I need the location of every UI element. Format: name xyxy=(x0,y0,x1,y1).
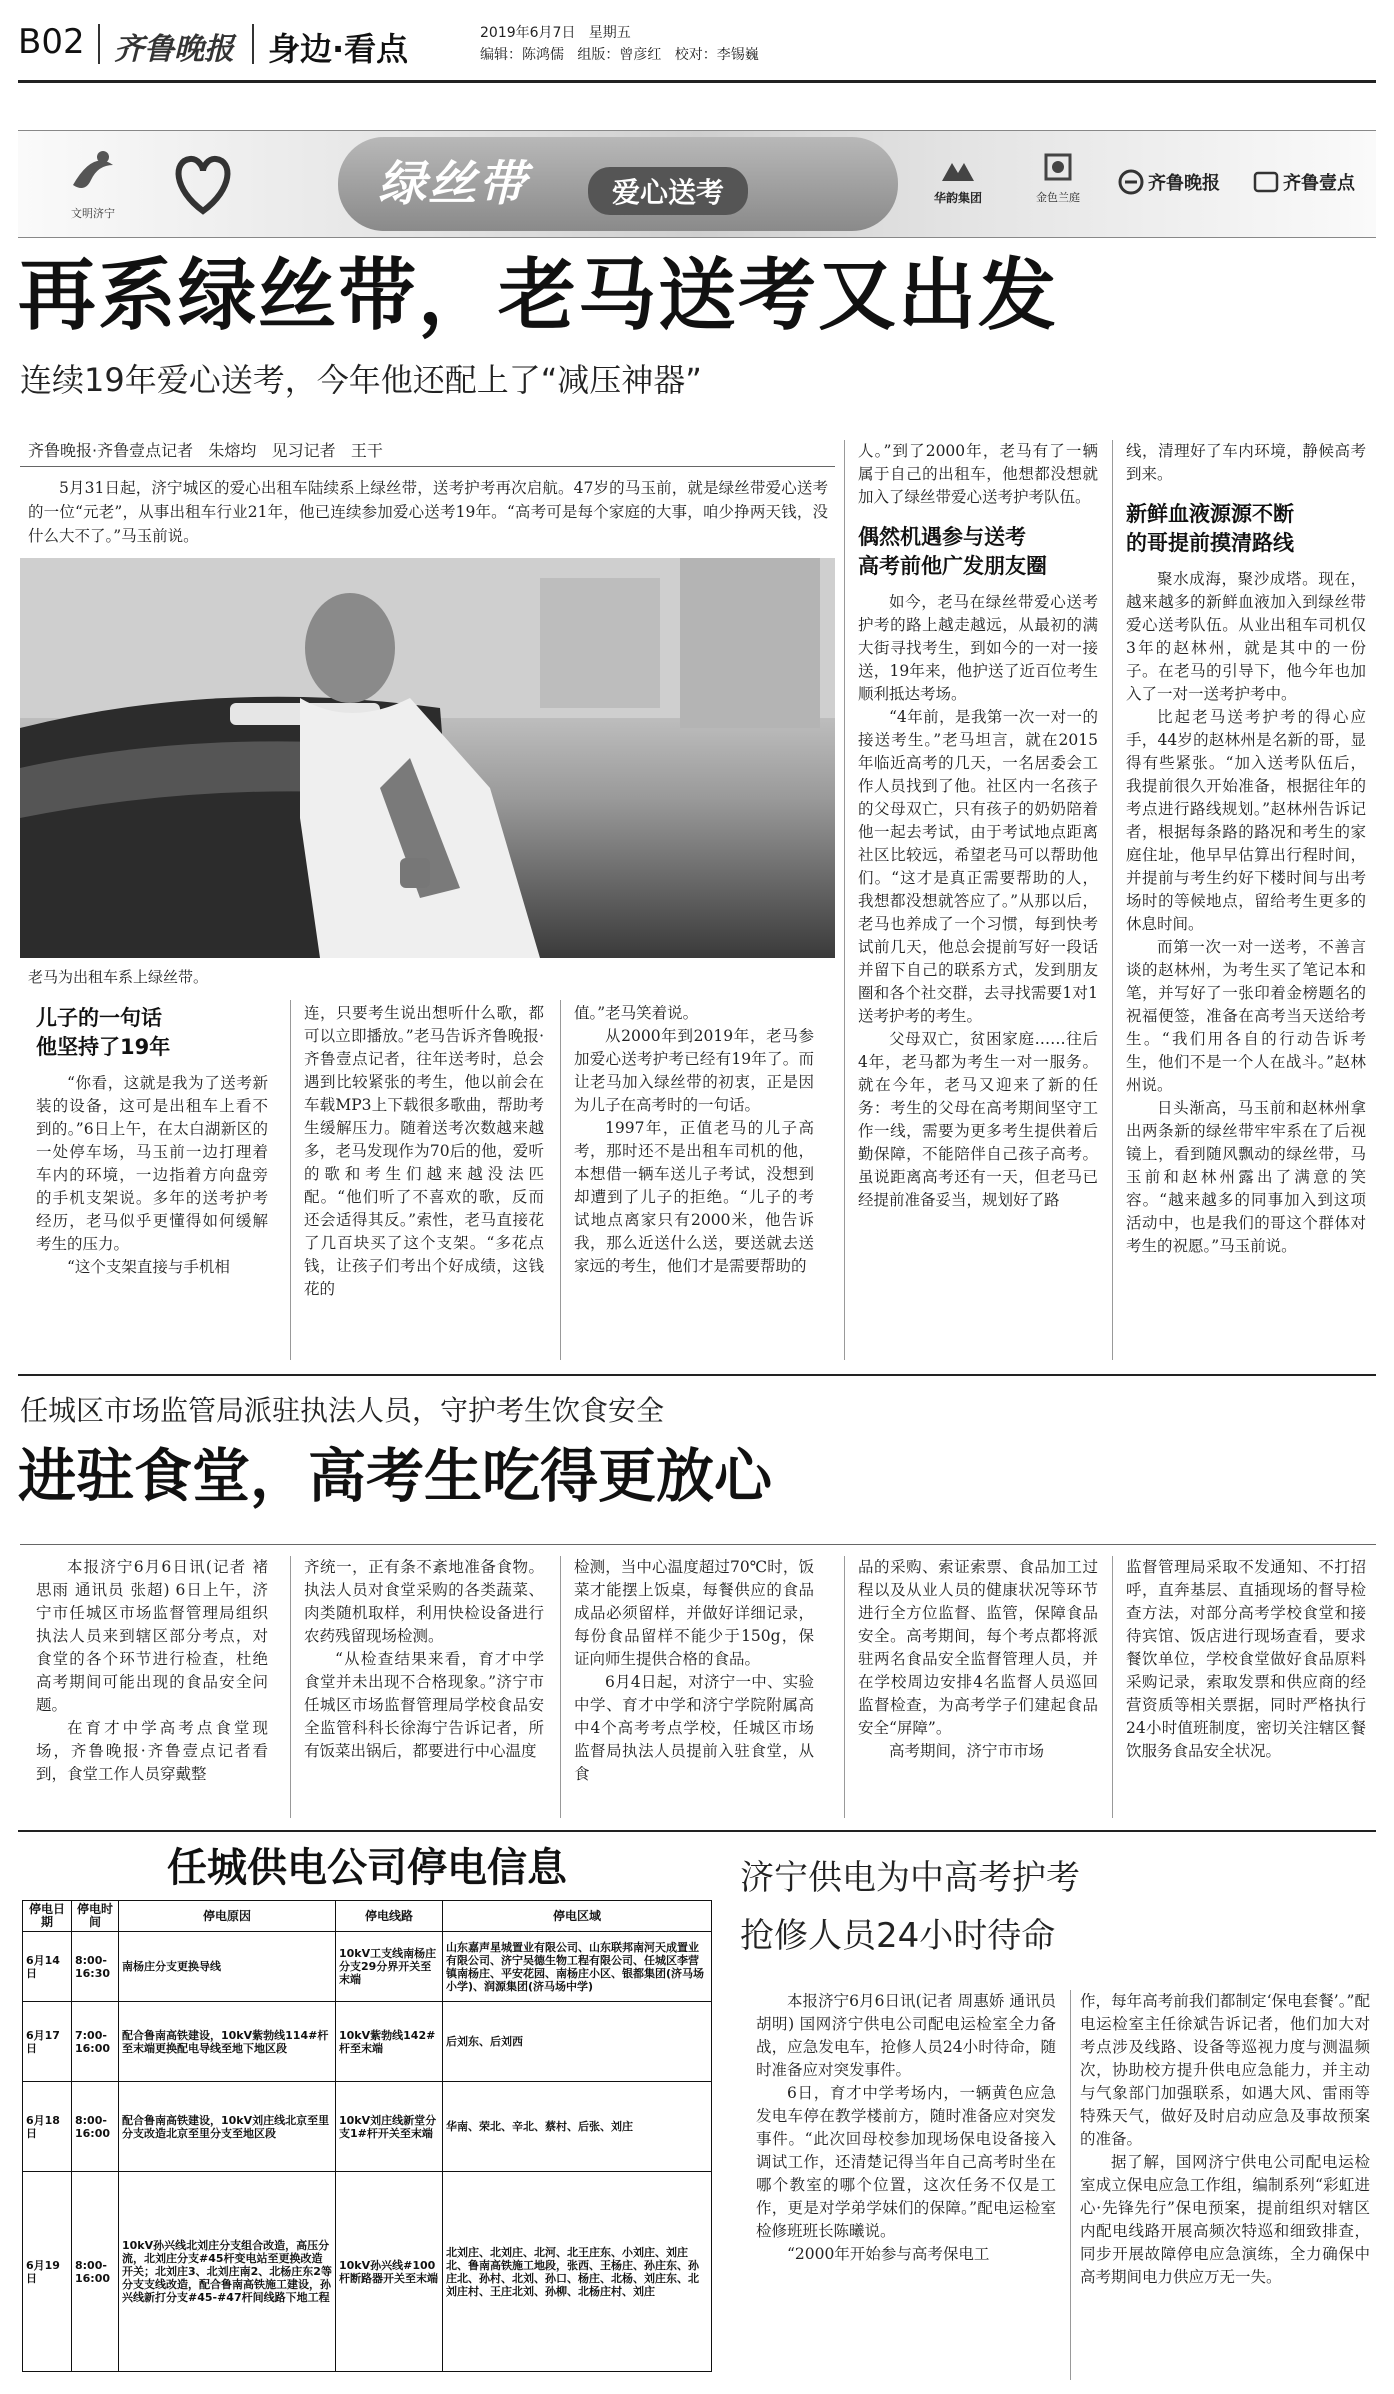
col-divider xyxy=(560,1556,561,1818)
col-divider xyxy=(1112,1556,1113,1818)
table-cell-line: 10kV工支线南杨庄分支29分界开关至末端 xyxy=(336,1932,443,2002)
col-divider xyxy=(844,1556,845,1818)
story1-subhead-1: 儿子的一句话 他坚持了19年 xyxy=(36,1006,171,1059)
story2-col5-p1: 监督管理局采取不发通知、不打招呼，直奔基层、直插现场的督导检查方法，对部分高考学校食堂和接待宾馆、饭店进行现场查看，要求餐饮单位，学校食堂做好食品原料采购记录，索取发票和供应商的经营资质等相关票据，同时严格执行24小时值班制度，密切关注辖区餐饮服务食品安全状况。 xyxy=(1126,1558,1366,1760)
story1-col5-p5: 日头渐高，马玉前和赵林州拿出两条新的绿丝带牢牢系在了后视镜上，看到随风飘动的绿丝带，马玉前和赵林州露出了满意的笑容。“越来越多的同事加入到这项活动中，也是我们的哥这个群体对考生的祝愿。”马玉前说。 xyxy=(1126,1099,1366,1255)
civilization-logo-text: 文明济宁 xyxy=(71,207,115,220)
table-header-cell: 停电线路 xyxy=(336,1901,443,1932)
story2-column-1 xyxy=(36,1556,268,1786)
outage-title: 任城供电公司停电信息 xyxy=(167,1845,567,1891)
story2-headline: 进驻食堂，高考生吃得更放心 xyxy=(18,1442,773,1510)
table-header-cell: 停电时间 xyxy=(72,1901,119,1932)
col-divider xyxy=(560,1000,561,1360)
story1-col4-p1: 人。”到了2000年，老马有了一辆属于自己的出租车，他想都没想就加入了绿丝带爱心送考护考队伍。 xyxy=(858,442,1098,506)
table-cell-line: 10kV刘庄线新堂分支1#杆开关至末端 xyxy=(336,2082,443,2172)
story1-photo-caption: 老马为出租车系上绿丝带。 xyxy=(28,968,209,986)
story1-column-5 xyxy=(1126,440,1366,1258)
banner-center-plaque xyxy=(338,137,898,231)
sponsor-qilu-yidian-logo xyxy=(1253,169,1355,195)
table-cell-area: 后刘东、后刘西 xyxy=(443,2002,712,2082)
col-divider xyxy=(1070,1990,1071,2380)
heart-ribbon-icon xyxy=(168,149,238,223)
green-ribbon-banner xyxy=(18,130,1376,238)
story3-headline-1: 济宁供电为中高考护考 xyxy=(740,1858,1080,1898)
sponsor-qilu-evening-logo xyxy=(1118,169,1220,195)
civilization-logo xyxy=(38,145,148,225)
banner-title-2: 爱心送考 xyxy=(588,167,748,215)
date-line: 2019年6月7日 星期五 xyxy=(480,25,631,41)
story3-col1-p3: “2000年开始参与高考保电工 xyxy=(787,2245,990,2263)
story1-col5-p3: 比起老马送考护考的得心应手，44岁的赵林州是名新的哥，显得有些紧张。“加入送考队伍后，我提前很久开始准备，根据往年的考点进行路线规划。”赵林州告诉记者，根据每条路的路况和考生的家庭住址，他早早估算出行程时间，并提前与考生约好下楼时间与出考场时的等候地点，留给考生更多的休息时间。 xyxy=(1126,708,1366,933)
table-cell-reason: 10kV孙兴线北刘庄分支组合改造，高压分流，北刘庄分支#45杆变电站至更换改造开关；北刘庄3、北刘庄南2、北杨庄东2等分支支线改造，配合鲁南高铁施工建设，孙兴线新打分支#45-#47杆间线路下地工程 xyxy=(119,2172,336,2372)
col-divider xyxy=(844,440,845,1360)
story3-col1-p1: 本报济宁6月6日讯(记者 周惠娇 通讯员 胡明) 国网济宁供电公司配电运检室全力备战，应急发电车，抢修人员24小时待命，随时准备应对突发事件。 xyxy=(756,1992,1056,2079)
story2-column-4 xyxy=(858,1556,1098,1763)
table-cell-area: 北刘庄、北刘庄、北河、北王庄东、小刘庄、刘庄北、鲁南高铁施工地段，张西、王杨庄、孙庄东、孙庄北、孙村、北刘、孙口、杨庄、北杨、刘庄东、北刘庄村、王庄北刘、孙柳、北杨庄村、刘庄 xyxy=(443,2172,712,2372)
story1-subhead-3: 新鲜血液源源不断 的哥提前摸清路线 xyxy=(1126,502,1294,555)
page-code: B02 xyxy=(18,22,85,62)
sponsor-qilu-evening-text: 齐鲁晚报 xyxy=(1148,173,1220,194)
story2-column-2 xyxy=(304,1556,544,1763)
story1-col4-p3: “4年前，是我第一次一对一的接送考生。”老马坦言，就在2015年临近高考的几天，一名居委会工作人员找到了他。社区内一名孩子的父母双亡，只有孩子的奶奶陪着他一起去考试，由于考试地点距离社区比较远，希望老马可以帮助他们。“这才是真正需要帮助的人，我想都没想就答应了。”从那以后，老马也养成了一个习惯，每到快考试前几天，他总会提前写好一段话并留下自己的联系方式，发到朋友圈和各个社交群，去寻找需要1对1送考护考的考生。 xyxy=(858,708,1098,1025)
story2-col2-p1: 齐统一，正有条不紊地准备食物。执法人员对食堂采购的各类蔬菜、肉类随机取样，利用快检设备进行农药残留现场检测。 xyxy=(304,1558,544,1645)
table-header-cell: 停电日期 xyxy=(23,1901,72,1932)
story2-kicker: 任城区市场监管局派驻执法人员，守护考生饮食安全 xyxy=(20,1394,665,1427)
section-rule xyxy=(18,1830,1376,1832)
story1-col4-p4: 父母双亡，贫困家庭……往后4年，老马都为考生一对一服务。就在今年，老马又迎来了新的任务：考生的父母在高考期间坚守工作一线，需要为更多考生提供着后勤保障，不能陪伴自己孩子高考。虽说距离高考还有一天，但老马已经提前准备妥当，规划好了路 xyxy=(858,1030,1098,1209)
story1-subhead-2: 偶然机遇参与送考 高考前他广发朋友圈 xyxy=(858,525,1047,578)
table-cell-time: 8:00-16:00 xyxy=(72,2172,119,2372)
table-row xyxy=(23,2172,712,2372)
story3-col2-p1: 作，每年高考前我们都制定‘保电套餐’。”配电运检室主任徐斌告诉记者，他们加大对考点涉及线路、设备等巡视力度与测温频次，协助校方提升供电应急能力，并主动与气象部门加强联系，如遇大风、雷雨等特殊天气，做好及时启动应急及事故预案的准备。 xyxy=(1080,1992,1370,2148)
story1-byline: 齐鲁晚报·齐鲁壹点记者 朱熔均 见习记者 王干 xyxy=(28,441,383,460)
story1-col3-p3: 1997年，正值老马的儿子高考，那时还不是出租车司机的他，本想借一辆车送儿子考试，没想到却遭到了儿子的拒绝。“儿子的考试地点离家只有2000米，他告诉我，那么近送什么送，要送就去送家远的考生，他们才是需要帮助的 xyxy=(574,1119,814,1275)
col-divider xyxy=(1112,440,1113,1360)
credit-line: 编辑：陈鸿儒 组版：曾彦红 校对：李锡巍 xyxy=(480,47,759,63)
table-cell-date: 6月19日 xyxy=(23,2172,72,2372)
section-rule xyxy=(18,1374,1376,1376)
qilu-yidian-icon xyxy=(1253,169,1279,195)
story3-column-2 xyxy=(1080,1990,1370,2289)
story1-col1-p2: “这个支架直接与手机相 xyxy=(67,1258,230,1276)
masthead xyxy=(0,0,1394,80)
table-cell-line: 10kV紫勃线142#杆至末端 xyxy=(336,2002,443,2082)
table-cell-line: 10kV孙兴线#100杆断路器开关至末端 xyxy=(336,2172,443,2372)
story1-col5-p1: 线，清理好了车内环境，静候高考到来。 xyxy=(1126,442,1366,483)
story2-col1-p1: 本报济宁6月6日讯(记者 褚思雨 通讯员 张超) 6日上午，济宁市任城区市场监督管理局组织执法人员来到辖区部分考点，对食堂的各个环节进行检查，杜绝高考期间可能出现的食品安全问题。 xyxy=(36,1558,268,1714)
table-cell-reason: 配合鲁南高铁建设，10kV刘庄线北京至里分支改造北京至里分支至地区段 xyxy=(119,2082,336,2172)
story1-col4-p2: 如今，老马在绿丝带爱心送考护考的路上越走越远，从最初的满大街寻找考生，到如今的一对一接送，19年来，他护送了近百位考生顺利抵达考场。 xyxy=(858,593,1098,703)
sponsor-huayun-logo xyxy=(918,159,998,206)
table-row xyxy=(23,2002,712,2082)
table-header-cell: 停电区域 xyxy=(443,1901,712,1932)
table-cell-date: 6月18日 xyxy=(23,2082,72,2172)
story2-column-3 xyxy=(574,1556,814,1786)
story1-byline-rule xyxy=(20,466,835,467)
section-title: 身边·看点 xyxy=(268,30,409,68)
table-header-row xyxy=(23,1901,712,1932)
story1-column-1 xyxy=(36,1000,268,1279)
story3-col1-p2: 6日，育才中学考场内，一辆黄色应急发电车停在教学楼前方，随时准备应对突发事件。“此次回母校参加现场保电设备接入调试工作，还清楚记得当年自己高考时坐在哪个教室的哪个位置，这次任务不仅是工作，更是对学弟学妹们的保障。”配电运检室检修班班长陈曦说。 xyxy=(756,2084,1056,2240)
table-header-cell: 停电原因 xyxy=(119,1901,336,1932)
story1-headline: 再系绿丝带，老马送考又出发 xyxy=(18,251,1059,341)
table-cell-time: 8:00-16:00 xyxy=(72,2082,119,2172)
story1-col2-p1: 连，只要考生说出想听什么歌，都可以立即播放。”老马告诉齐鲁晚报·齐鲁壹点记者，往年送考时，总会遇到比较紧张的考生，他以前会在车载MP3上下载很多歌曲，帮助考生缓解压力。随着送考次数越来越多，老马发现作为70后的他，爱听的歌和考生们越来越没法匹配。“他们听了不喜欢的歌，反而还会适得其反。”索性，老马直接花了几百块买了这个支架。“多花点钱，让孩子们考出个好成绩，这钱花的 xyxy=(304,1004,544,1298)
sponsor-qilu-yidian-text: 齐鲁壹点 xyxy=(1283,173,1355,194)
col-divider xyxy=(290,1556,291,1818)
story1-col1-p1: “你看，这就是我为了送考新装的设备，这可是出租车上看不到的。”6日上午，在太白湖新区的一处停车场，马玉前一边打理着车内的环境，一边指着方向盘旁的手机支架说。多年的送考护考经历，老马似乎更懂得如何缓解考生的压力。 xyxy=(36,1074,268,1253)
story2-col4-p1: 品的采购、索证索票、食品加工过程以及从业人员的健康状况等环节进行全方位监督、监管，保障食品安全。高考期间，每个考点都将派驻两名食品安全监督管理人员，并在学校周边安排4名监督人员巡回监督检查，为高考学子们建起食品安全“屏障”。 xyxy=(858,1558,1098,1737)
table-cell-time: 8:00-16:30 xyxy=(72,1932,119,2002)
table-cell-reason: 南杨庄分支更换导线 xyxy=(119,1932,336,2002)
table-cell-time: 7:00-16:00 xyxy=(72,2002,119,2082)
table-cell-area: 华南、荣北、辛北、蔡村、后张、刘庄 xyxy=(443,2082,712,2172)
story1-photo xyxy=(20,558,835,958)
masthead-divider xyxy=(98,24,100,64)
banner-title-1: 绿丝带 xyxy=(378,156,529,212)
table-cell-area: 山东嘉声星城置业有限公司、山东联邦南河天成置业有限公司、济宁吴德生物工程有限公司、任城区李营镇南杨庄、平安花园、南杨庄小区、银都集团(济马场小学)、润源集团(济马场中学) xyxy=(443,1932,712,2002)
story1-subheadline: 连续19年爱心送考，今年他还配上了“减压神器” xyxy=(20,361,702,399)
table-cell-date: 6月17日 xyxy=(23,2002,72,2082)
story3-column-1 xyxy=(756,1990,1056,2266)
table-row xyxy=(23,2082,712,2172)
story3-col2-p2: 据了解，国网济宁供电公司配电运检室成立保电应急工作组，编制系列“彩虹进心·先锋先行”保电预案，提前组织对辖区内配电线路开展高频次特巡和细致排查，同步开展故障停电应急演练，全力确保中高考期间电力供应万无一失。 xyxy=(1080,2153,1370,2286)
masthead-rule xyxy=(18,80,1376,83)
paper-name-logo: 齐鲁晚报 xyxy=(114,32,234,67)
table-row xyxy=(23,1932,712,2002)
story1-col5-p2: 聚水成海，聚沙成塔。现在，越来越多的新鲜血液加入到绿丝带爱心送考队伍。从业出租车司机仅3年的赵林州，就是其中的一份子。在老马的引导下，他今年也加入了一对一送考护考中。 xyxy=(1126,570,1366,703)
story2-column-5 xyxy=(1126,1556,1366,1763)
table-cell-reason: 配合鲁南高铁建设，10kV紫勃线114#杆至末端更换配电导线至地下地区段 xyxy=(119,2002,336,2082)
story3-headline-2: 抢修人员24小时待命 xyxy=(740,1916,1056,1956)
story2-col3-p1: 检测，当中心温度超过70℃时，饭菜才能摆上饭桌，每餐供应的食品成品必须留样，并做好详细记录，每份食品留样不能少于150g，保证向师生提供合格的食品。 xyxy=(574,1558,814,1668)
story1-column-2 xyxy=(304,1002,544,1301)
story1-lead: 5月31日起，济宁城区的爱心出租车陆续系上绿丝带，送考护考再次启航。47岁的马玉前，就是绿丝带爱心送考的一位“元老”，从事出租车行业21年，他已连续参加爱心送考19年。“高考可是每个家庭的大事，咱少挣两天钱，没什么大不了。”马玉前说。 xyxy=(28,479,828,545)
story1-column-4 xyxy=(858,440,1098,1212)
story1-col3-p2: 从2000年到2019年，老马参加爱心送考护考已经有19年了。而让老马加入绿丝带的初衷，正是因为儿子在高考时的一句话。 xyxy=(574,1027,814,1114)
col-divider xyxy=(290,1000,291,1360)
sponsor-golden-lanting-logo xyxy=(1013,151,1103,205)
story1-column-3 xyxy=(574,1002,814,1278)
story2-col1-p2: 在育才中学高考点食堂现场，齐鲁晚报·齐鲁壹点记者看到，食堂工作人员穿戴整 xyxy=(36,1719,268,1783)
story2-col3-p2: 6月4日起，对济宁一中、实验中学、育才中学和济宁学院附属高中4个高考考点学校，任城区市场监督局执法人员提前入驻食堂，从食 xyxy=(574,1673,814,1783)
taxi-driver-photo xyxy=(20,558,835,958)
masthead-divider-2 xyxy=(252,24,254,64)
table-cell-date: 6月14日 xyxy=(23,1932,72,2002)
story2-rule xyxy=(20,1544,1376,1545)
sponsor-huayun-text: 华韵集团 xyxy=(933,191,982,205)
outage-table xyxy=(22,1900,712,2372)
story1-col3-p1: 值。”老马笑着说。 xyxy=(574,1004,699,1022)
outage-box xyxy=(22,1840,712,2380)
story2-col4-p2: 高考期间，济宁市市场 xyxy=(889,1742,1045,1760)
sponsor-golden-lanting-text: 金色兰庭 xyxy=(1036,191,1080,204)
story2-col2-p2: “从检查结果来看，育才中学食堂并未出现不合格现象。”济宁市任城区市场监督管理局学校食品安全监管科科长徐海宁告诉记者，所有饭菜出锅后，都要进行中心温度 xyxy=(304,1650,544,1760)
story1-col5-p4: 而第一次一对一送考，不善言谈的赵林州，为考生买了笔记本和笔，并写好了一张印着金榜题名的祝福便签，准备在高考当天送给考生。“我们用各自的行动告诉考生，他们不是一个人在战斗。”赵林州说。 xyxy=(1126,938,1366,1094)
qilu-evening-icon xyxy=(1118,169,1144,195)
